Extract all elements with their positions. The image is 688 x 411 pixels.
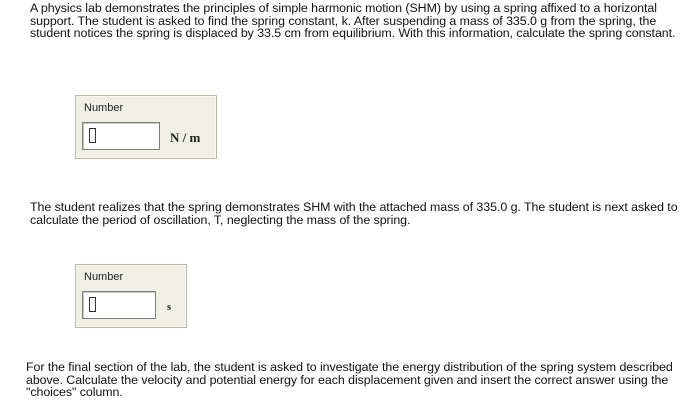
spring-constant-answer-box bbox=[75, 95, 217, 159]
period-answer-box bbox=[75, 264, 187, 328]
spring-constant-unit: N / m bbox=[170, 130, 201, 145]
spring-constant-input[interactable] bbox=[82, 122, 160, 150]
text-cursor-icon bbox=[89, 297, 96, 312]
question-intro-text: A physics lab demonstrates the principles of simple harmonic motion (SHM) by using a spring affixed to a horizontal support. The student is asked to find the spring constant, k. After suspending a mass of 335.0 g from the spring, the student notices the spring is displaced by 33.5 cm from equilibrium. With this information, calculate the spring constant. bbox=[30, 1, 676, 41]
number-label: Number bbox=[84, 102, 124, 114]
number-label: Number bbox=[84, 271, 124, 283]
energy-question-text: For the final section of the lab, the student is asked to investigate the energy distribution of the spring system described above. Calculate the velocity and potential energy for each displacement given and insert the correct answer using the "choices" column. bbox=[26, 360, 673, 400]
text-cursor-icon bbox=[89, 128, 96, 143]
period-question-text: The student realizes that the spring demonstrates SHM with the attached mass of 335.0 g. The student is next asked to calculate the period of oscillation, T, neglecting the mass of the spring. bbox=[30, 200, 678, 227]
period-input[interactable] bbox=[82, 291, 156, 319]
period-unit: s bbox=[167, 302, 172, 313]
